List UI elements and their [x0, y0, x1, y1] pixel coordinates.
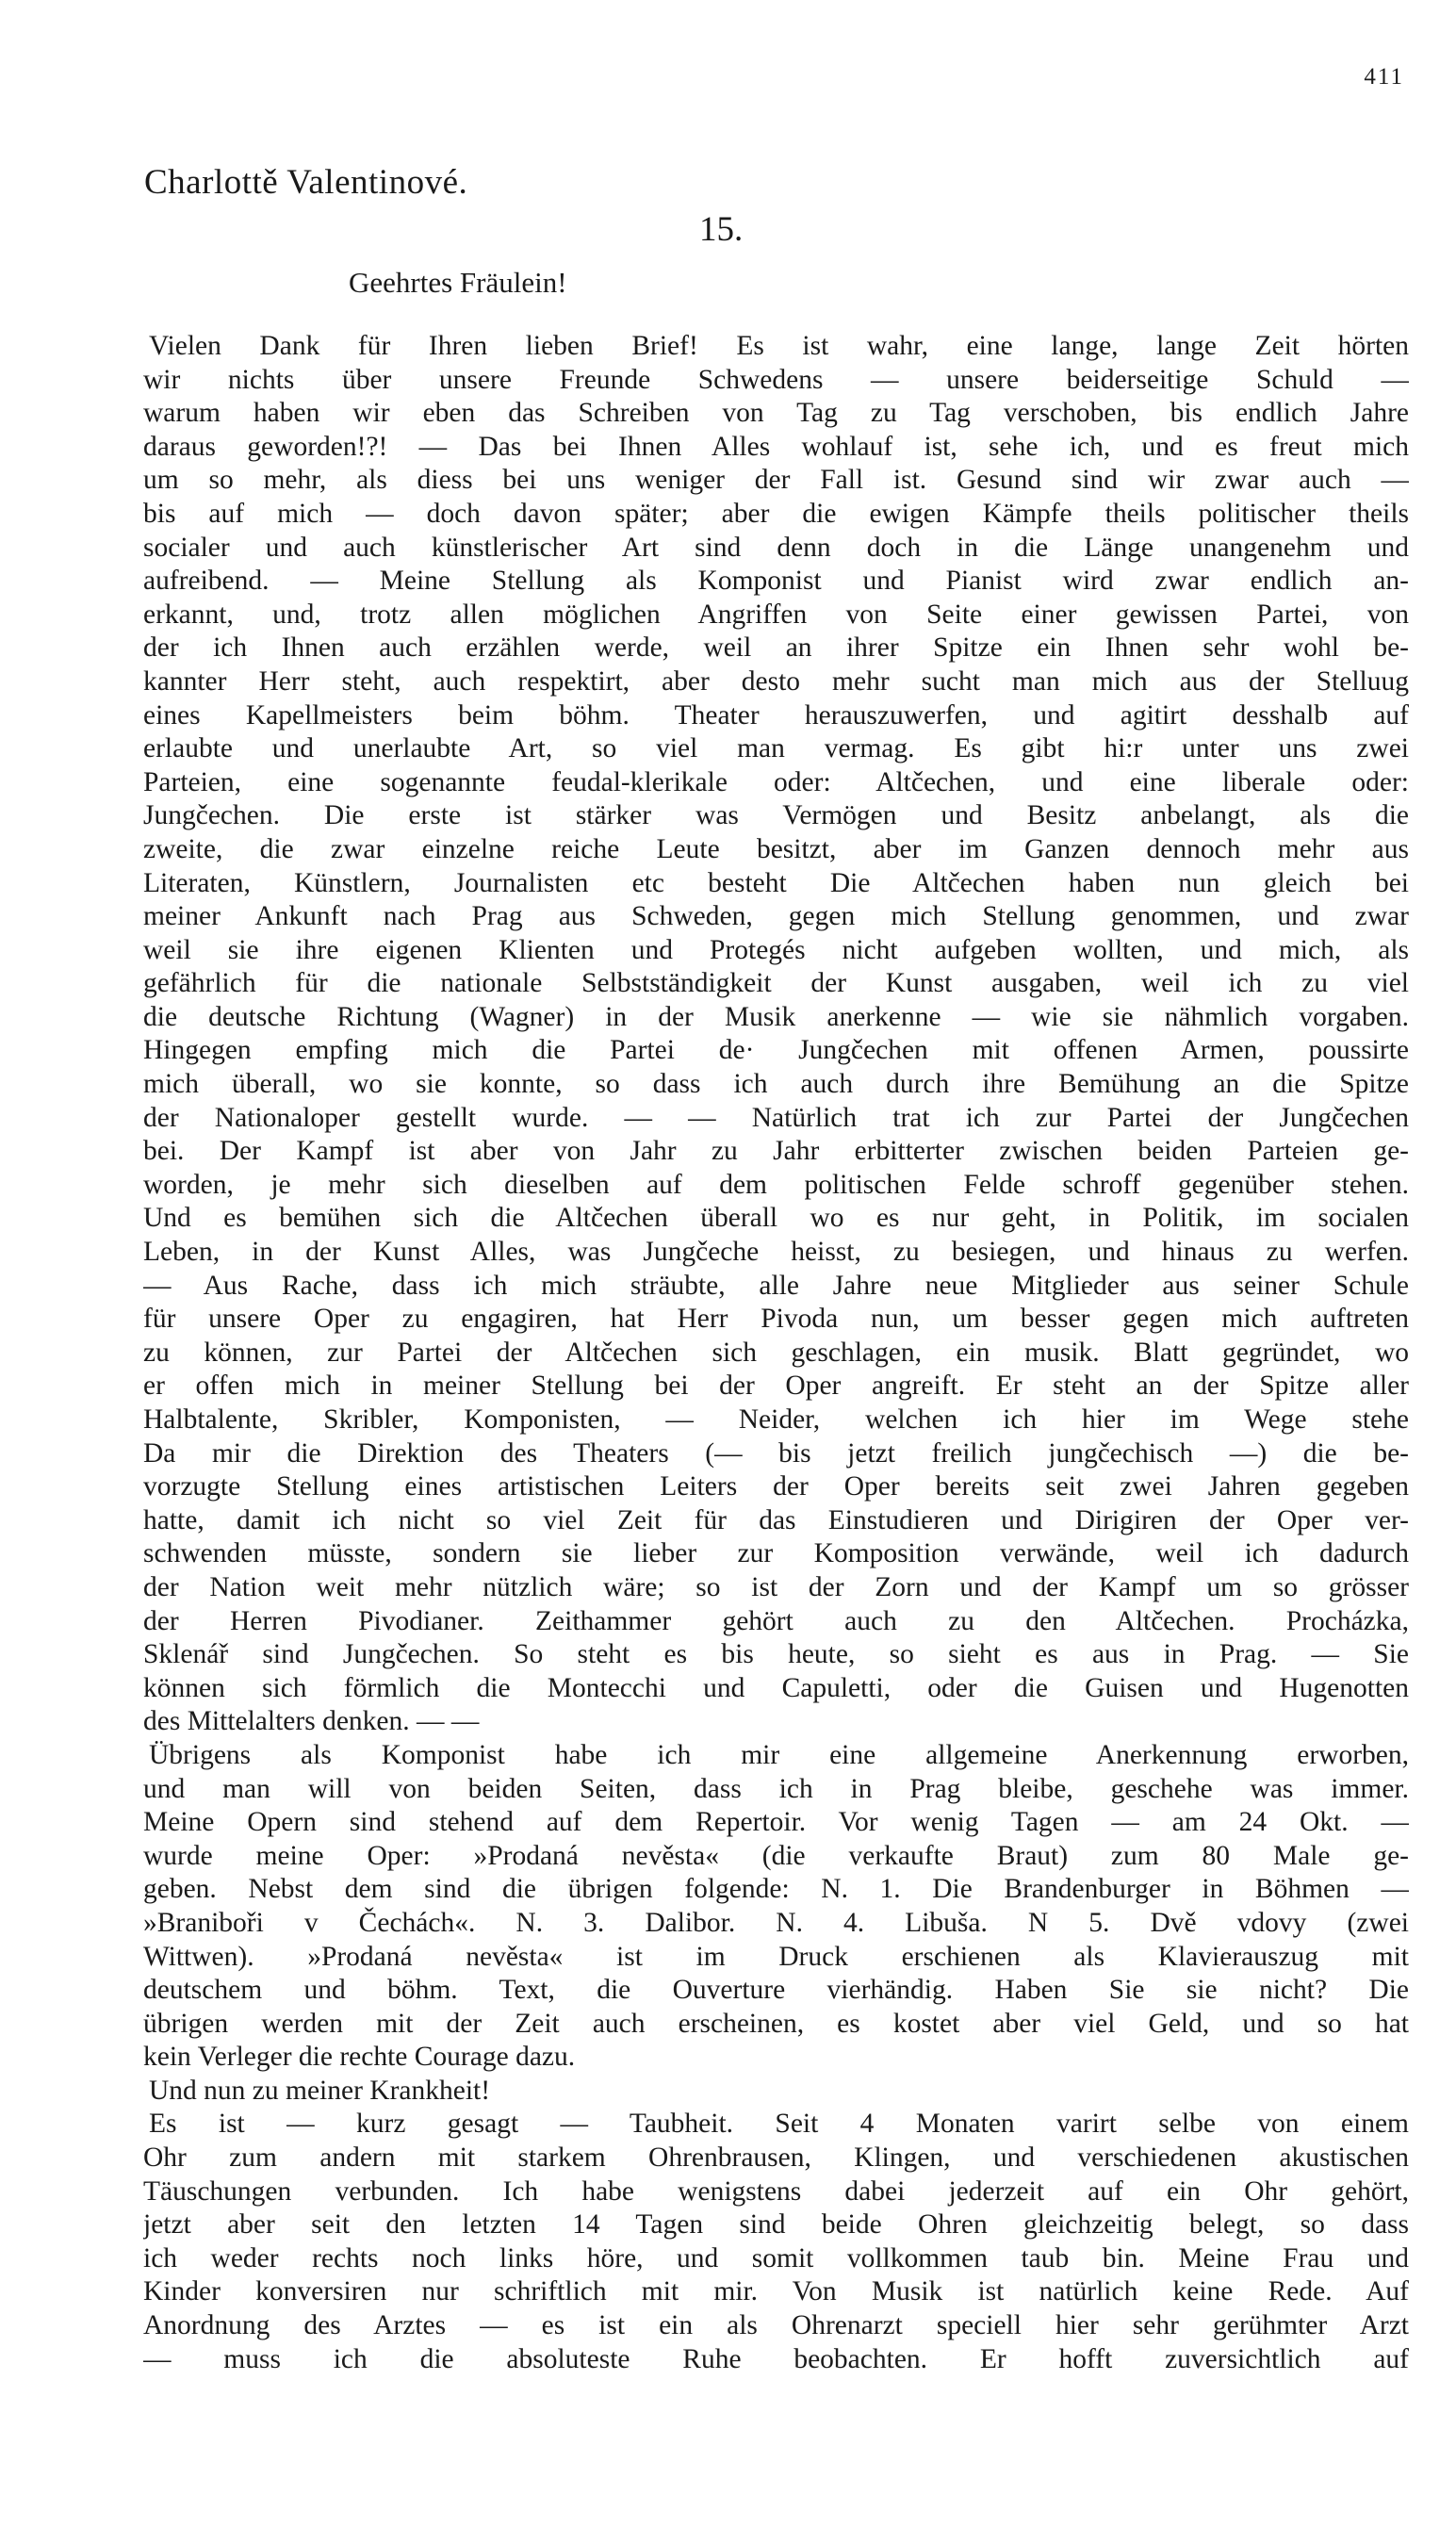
text-line: Hingegen empfing mich die Partei de· Jungčechen mit offenen Armen, poussirte	[143, 1035, 1409, 1066]
text-line: Täuschungen verbunden. Ich habe wenigstens dabei jederzeit auf ein Ohr gehört,	[143, 2175, 1409, 2207]
text-line: die deutsche Richtung (Wagner) in der Musik anerkenne — wie sie nähmlich vorgaben.	[143, 1001, 1409, 1032]
text-line: Übrigens als Komponist habe ich mir eine allgemeine Anerkennung erworben,	[149, 1739, 1409, 1770]
text-line: schwenden müsste, sondern sie lieber zur Komposition verwände, weil ich dadurch	[143, 1538, 1409, 1569]
letter-body	[143, 330, 1409, 2376]
text-line: mich überall, wo sie konnte, so dass ich auch durch ihre Bemühung an die Spitze	[143, 1069, 1409, 1100]
recipient-heading: Charlottě Valentinové.	[144, 163, 468, 202]
letter-number: 15.	[699, 210, 744, 249]
text-line: »Braniboři v Čechách«. N. 3. Dalibor. N. 4. Libuša. N 5. Dvě vdovy (zwei	[143, 1907, 1409, 1938]
text-line: kein Verleger die rechte Courage dazu.	[143, 2042, 576, 2073]
text-line: zweite, die zwar einzelne reiche Leute besitzt, aber im Ganzen dennoch mehr aus	[143, 833, 1409, 864]
text-line: Wittwen). »Prodaná nevěsta« ist im Druck erschienen als Klavierauszug mit	[143, 1941, 1409, 1972]
page-number: 411	[1364, 64, 1404, 90]
text-line: Da mir die Direktion des Theaters (— bis jetzt freilich jungčechisch —) die be-	[143, 1437, 1409, 1469]
text-line: der ich Ihnen auch erzählen werde, weil an ihrer Spitze ein Ihnen sehr wohl be-	[143, 632, 1409, 664]
text-line: Und nun zu meiner Krankheit!	[149, 2075, 491, 2106]
text-line: bis auf mich — doch davon später; aber die ewigen Kämpfe theils politischer theils	[143, 498, 1409, 529]
text-line: Kinder konversiren nur schriftlich mit mir. Von Musik ist natürlich keine Rede. Auf	[143, 2276, 1409, 2307]
text-line: Jungčechen. Die erste ist stärker was Vermögen und Besitz anbelangt, als die	[143, 800, 1409, 831]
text-line: hatte, damit ich nicht so viel Zeit für das Einstudieren und Dirigiren der Oper ver-	[143, 1504, 1409, 1535]
text-line: zu können, zur Partei der Altčechen sich geschlagen, ein musik. Blatt gegründet, wo	[143, 1337, 1409, 1368]
text-line: geben. Nebst dem sind die übrigen folgende: N. 1. Die Brandenburger in Böhmen —	[143, 1874, 1409, 1905]
text-line: wir nichts über unsere Freunde Schwedens — unsere beiderseitige Schuld —	[143, 364, 1409, 395]
text-line: worden, je mehr sich dieselben auf dem politischen Felde schroff gegenüber stehen.	[143, 1169, 1409, 1200]
text-line: und man will von beiden Seiten, dass ich in Prag bleibe, geschehe was immer.	[143, 1773, 1409, 1804]
text-line: Vielen Dank für Ihren lieben Brief! Es ist wahr, eine lange, lange Zeit hörten	[149, 331, 1409, 361]
text-line: Sklenář sind Jungčechen. So steht es bis heute, so sieht es aus in Prag. — Sie	[143, 1639, 1409, 1670]
text-line: Parteien, eine sogenannte feudal-klerikale oder: Altčechen, und eine liberale oder:	[143, 766, 1409, 797]
text-line: Literaten, Künstlern, Journalisten etc besteht Die Altčechen haben nun gleich bei	[143, 867, 1409, 898]
text-line: — Aus Rache, dass ich mich sträubte, alle Jahre neue Mitglieder aus seiner Schule	[143, 1270, 1409, 1301]
text-line: ich weder rechts noch links höre, und somit vollkommen taub bin. Meine Frau und	[143, 2242, 1409, 2274]
text-line: Ohr zum andern mit starkem Ohrenbrausen, Klingen, und verschiedenen akustischen	[143, 2142, 1409, 2174]
text-line: kannter Herr steht, auch respektirt, aber desto mehr sucht man mich aus der Stelluug	[143, 665, 1409, 697]
text-line: socialer und auch künstlerischer Art sind denn doch in die Länge unangenehm und	[143, 532, 1409, 563]
text-line: der Nationaloper gestellt wurde. — — Natürlich trat ich zur Partei der Jungčechen	[143, 1102, 1409, 1133]
text-line: Meine Opern sind stehend auf dem Repertoir. Vor wenig Tagen — am 24 Okt. —	[143, 1807, 1409, 1838]
text-line: Leben, in der Kunst Alles, was Jungčeche heisst, zu besiegen, und hinaus zu werfen.	[143, 1237, 1409, 1268]
text-line: erkannt, und, trotz allen möglichen Angriffen von Seite einer gewissen Partei, von	[143, 599, 1409, 630]
text-line: der Nation weit mehr nützlich wäre; so ist der Zorn und der Kampf um so grösser	[143, 1571, 1409, 1602]
text-line: meiner Ankunft nach Prag aus Schweden, gegen mich Stellung genommen, und zwar	[143, 901, 1409, 932]
text-line: Halbtalente, Skribler, Komponisten, — Neider, welchen ich hier im Wege stehe	[143, 1404, 1409, 1435]
text-line: wurde meine Oper: »Prodaná nevěsta« (die verkaufte Braut) zum 80 Male ge-	[143, 1840, 1409, 1871]
text-line: daraus geworden!?! — Das bei Ihnen Alles wohlauf ist, sehe ich, und es freut mich	[143, 431, 1409, 462]
text-line: übrigen werden mit der Zeit auch erscheinen, es kostet aber viel Geld, und so hat	[143, 2008, 1409, 2039]
text-line: erlaubte und unerlaubte Art, so viel man vermag. Es gibt hi:r unter uns zwei	[143, 733, 1409, 764]
text-line: Und es bemühen sich die Altčechen überall wo es nur geht, in Politik, im socialen	[143, 1203, 1409, 1234]
text-line: gefährlich für die nationale Selbstständigkeit der Kunst ausgaben, weil ich zu viel	[143, 968, 1409, 999]
text-line: der Herren Pivodianer. Zeithammer gehört auch zu den Altčechen. Procházka,	[143, 1605, 1409, 1636]
text-line: aufreibend. — Meine Stellung als Komponist und Pianist wird zwar endlich an-	[143, 566, 1409, 597]
text-line: — muss ich die absoluteste Ruhe beobachten. Er hofft zuversichtlich auf	[143, 2343, 1409, 2374]
text-line: für unsere Oper zu engagiren, hat Herr Pivoda nun, um besser gegen mich auftreten	[143, 1304, 1409, 1335]
text-line: vorzugte Stellung eines artistischen Leiters der Oper bereits seit zwei Jahren gegeben	[143, 1471, 1409, 1502]
text-line: warum haben wir eben das Schreiben von Tag zu Tag verschoben, bis endlich Jahre	[143, 398, 1409, 429]
text-line: können sich förmlich die Montecchi und Capuletti, oder die Guisen und Hugenotten	[143, 1672, 1409, 1703]
text-line: Es ist — kurz gesagt — Taubheit. Seit 4 Monaten varirt selbe von einem	[149, 2109, 1409, 2140]
text-line: deutschem und böhm. Text, die Ouverture vierhändig. Haben Sie sie nicht? Die	[143, 1975, 1409, 2006]
salutation: Geehrtes Fräulein!	[349, 266, 567, 299]
text-line: weil sie ihre eigenen Klienten und Protegés nicht aufgeben wollten, und mich, als	[143, 934, 1409, 965]
text-line: eines Kapellmeisters beim böhm. Theater herauszuwerfen, und agitirt desshalb auf	[143, 699, 1409, 730]
text-line: jetzt aber seit den letzten 14 Tagen sind beide Ohren gleichzeitig belegt, so dass	[143, 2209, 1409, 2241]
text-line: er offen mich in meiner Stellung bei der Oper angreift. Er steht an der Spitze aller	[143, 1371, 1409, 1402]
text-line: bei. Der Kampf ist aber von Jahr zu Jahr erbitterter zwischen beiden Parteien ge-	[143, 1136, 1409, 1167]
text-line: um so mehr, als diess bei uns weniger der Fall ist. Gesund sind wir zwar auch —	[143, 465, 1409, 496]
text-line: Anordnung des Arztes — es ist ein als Ohrenarzt speciell hier sehr gerühmter Arzt	[143, 2310, 1409, 2341]
text-line: des Mittelalters denken. — —	[143, 1706, 480, 1737]
